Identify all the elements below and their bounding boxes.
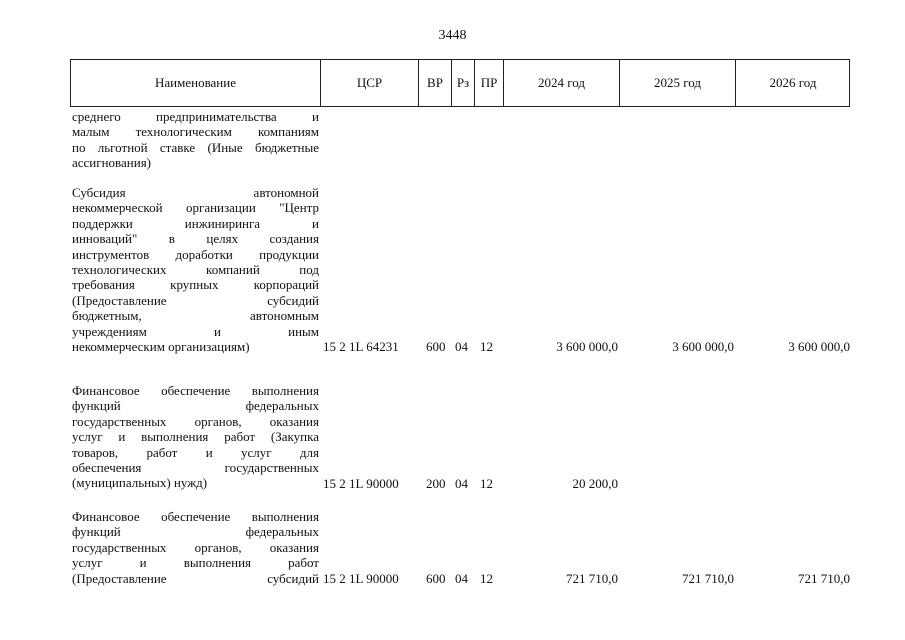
- row-csr: 15 2 1L 90000: [323, 476, 399, 491]
- row-name-line: Финансовое обеспечение выполнения: [72, 383, 319, 398]
- header-2025: 2025 год: [620, 60, 736, 106]
- row-name-line: ассигнования): [72, 155, 152, 171]
- row-2026: 721 710,0: [798, 571, 850, 586]
- row-2025: 3 600 000,0: [672, 339, 734, 354]
- row-pr: 12: [480, 571, 493, 586]
- row-name-line: требования крупных корпораций: [72, 277, 319, 293]
- row-2024: 20 200,0: [572, 476, 618, 491]
- row-name-line: государственных органов, оказания: [72, 413, 319, 429]
- row-vr: 600: [426, 339, 446, 354]
- page-number: 3448: [438, 28, 467, 43]
- header-vr: ВР: [419, 60, 452, 106]
- row-2026: 3 600 000,0: [788, 339, 850, 354]
- row-name-line: бюджетным, автономным: [72, 308, 319, 324]
- header-csr: ЦСР: [321, 60, 419, 106]
- row-name-line: функций федеральных: [72, 398, 319, 414]
- row-name: [72, 383, 319, 491]
- row-vr: 600: [426, 571, 446, 586]
- row-name-line: среднего предпринимательства и: [72, 109, 319, 124]
- row-rz: 04: [455, 339, 468, 354]
- row-name-line: услуг и выполнения работ (Закупка: [72, 429, 319, 445]
- row-name-line: (Предоставление субсидий: [72, 292, 319, 308]
- header-name: Наименование: [71, 60, 321, 106]
- row-name-line: Финансовое обеспечение выполнения: [72, 509, 319, 524]
- row-name-line: товаров, работ и услуг для: [72, 444, 319, 460]
- row-name-line: функций федеральных: [72, 524, 319, 540]
- row-name-line: технологических компаний под: [72, 261, 319, 277]
- header-2024: 2024 год: [504, 60, 620, 106]
- row-csr: 15 2 1L 90000: [323, 571, 399, 586]
- row-name-line: услуг и выполнения работ: [72, 555, 319, 571]
- row-name-line: государственных органов, оказания: [72, 539, 319, 555]
- row-vr: 200: [426, 476, 446, 491]
- row-name: [72, 185, 319, 354]
- table-header: [70, 59, 850, 107]
- row-name: [72, 509, 319, 586]
- row-2025: 721 710,0: [682, 571, 734, 586]
- row-name-line: некоммерческим организациям): [72, 338, 250, 354]
- row-name-line: инноваций" в целях создания: [72, 231, 319, 247]
- row-name-line: некоммерческой организации "Центр: [72, 200, 319, 216]
- row-name-line: обеспечения государственных: [72, 459, 319, 475]
- header-2026: 2026 год: [769, 75, 817, 90]
- row-name: [72, 109, 319, 171]
- row-pr: 12: [480, 339, 493, 354]
- row-name-line: (Предоставление субсидий: [72, 570, 319, 586]
- header-pr: ПР: [475, 60, 504, 106]
- row-csr: 15 2 1L 64231: [323, 339, 399, 354]
- header-rz: Рз: [452, 60, 475, 106]
- row-pr: 12: [480, 476, 493, 491]
- row-name-line: (муниципальных) нужд): [72, 475, 208, 491]
- row-rz: 04: [455, 571, 468, 586]
- row-name-line: Субсидия автономной: [72, 185, 319, 200]
- row-2024: 721 710,0: [566, 571, 618, 586]
- row-rz: 04: [455, 476, 468, 491]
- row-2024: 3 600 000,0: [556, 339, 618, 354]
- row-name-line: малым технологическим компаниям: [72, 124, 319, 140]
- row-name-line: по льготной ставке (Иные бюджетные: [72, 139, 319, 155]
- row-name-line: инструментов доработки продукции: [72, 246, 319, 262]
- row-name-line: учреждениям и иным: [72, 323, 319, 339]
- row-name-line: поддержки инжиниринга и: [72, 215, 319, 231]
